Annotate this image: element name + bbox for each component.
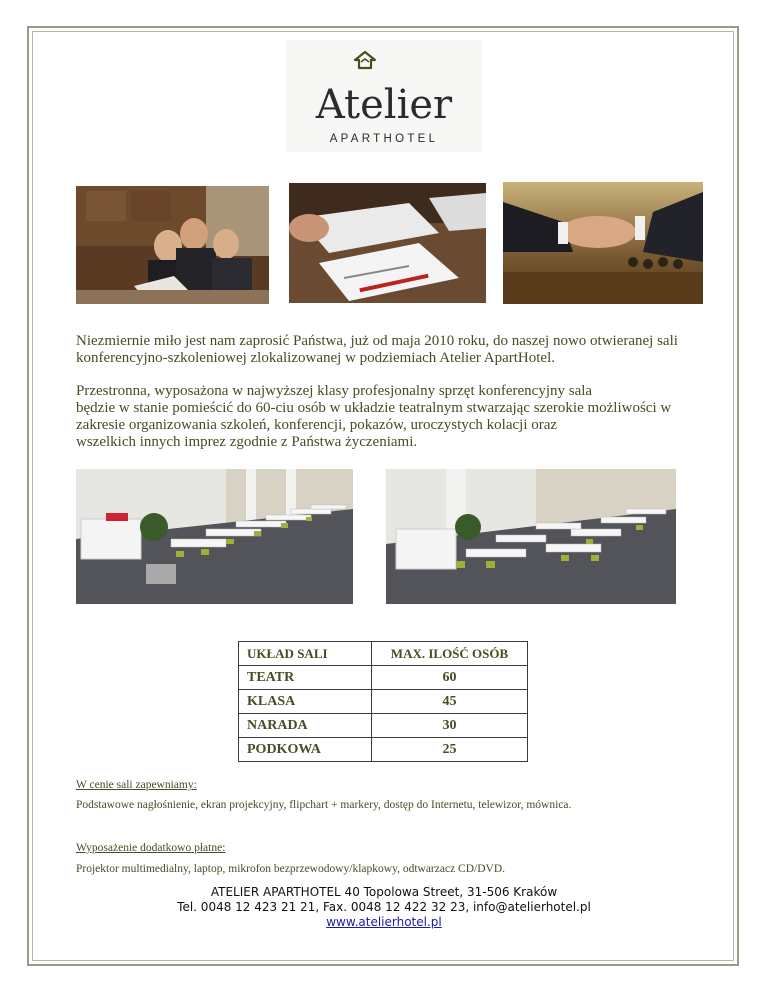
description-paragraph <box>76 383 706 451</box>
layout-cell: NARADA <box>239 714 372 738</box>
capacity-cell: 30 <box>372 714 528 738</box>
intro-paragraph: Niezmiernie miło jest nam zaprosić Państwa, już od maja 2010 roku, do naszej nowo otwieranej sali konferencyjno-szkoleniowej zlokalizowanej w podziemiach Atelier ApartHotel. <box>76 333 678 366</box>
included-heading: W cenie sali zapewniamy: <box>76 779 197 791</box>
handshake-photo <box>503 182 703 304</box>
classroom-layout-render <box>386 469 676 604</box>
description-line: wszelkich innych imprez zgodnie z Państwa życzeniami. <box>76 434 418 450</box>
description-line: będzie w stanie pomieścić do 60-ciu osób w układzie teatralnym stwarzając szerokie możliwości w <box>76 400 672 416</box>
logo-subtitle: APARTHOTEL <box>329 133 439 145</box>
capacity-cell: 45 <box>372 690 528 714</box>
table-row <box>239 666 528 690</box>
extra-heading: Wyposażenie dodatkowo płatne: <box>76 842 226 854</box>
extra-text: Projektor multimedialny, laptop, mikrofon bezprzewodowy/klapkowy, odtwarzacz CD/DVD. <box>76 863 506 875</box>
theatre-layout-render <box>76 469 353 604</box>
footer-address: ATELIER APARTHOTEL 40 Topolowa Street, 31-506 Kraków <box>210 885 558 899</box>
crown-icon <box>352 50 378 72</box>
table-row <box>239 738 528 762</box>
layout-cell: KLASA <box>239 690 372 714</box>
column-header-capacity: MAX. ILOŚĆ OSÓB <box>372 642 528 666</box>
business-meeting-photo <box>76 186 269 304</box>
website-link[interactable]: www.atelierhotel.pl <box>326 915 442 929</box>
column-header-layout: UKŁAD SALI <box>239 642 372 666</box>
layout-cell: TEATR <box>239 666 372 690</box>
logo-name: Atelier <box>315 82 453 128</box>
capacity-table <box>238 641 528 762</box>
documents-signing-photo <box>289 183 486 303</box>
capacity-cell: 25 <box>372 738 528 762</box>
description-line: zakresie organizowania szkoleń, konferencji, pokazów, uroczystych kolacji oraz <box>76 417 558 433</box>
footer-website <box>150 915 618 930</box>
layout-cell: PODKOWA <box>239 738 372 762</box>
table-row <box>239 714 528 738</box>
table-header-row <box>239 642 528 666</box>
included-text: Podstawowe nagłośnienie, ekran projekcyjny, flipchart + markery, dostęp do Internetu, telewizor, mównica. <box>76 799 572 811</box>
description-line: Przestronna, wyposażona w najwyższej klasy profesjonalny sprzęt konferencyjny sala <box>76 383 593 399</box>
capacity-cell: 60 <box>372 666 528 690</box>
footer-contact: Tel. 0048 12 423 21 21, Fax. 0048 12 422 32 23, info@atelierhotel.pl <box>177 900 591 914</box>
table-row <box>239 690 528 714</box>
